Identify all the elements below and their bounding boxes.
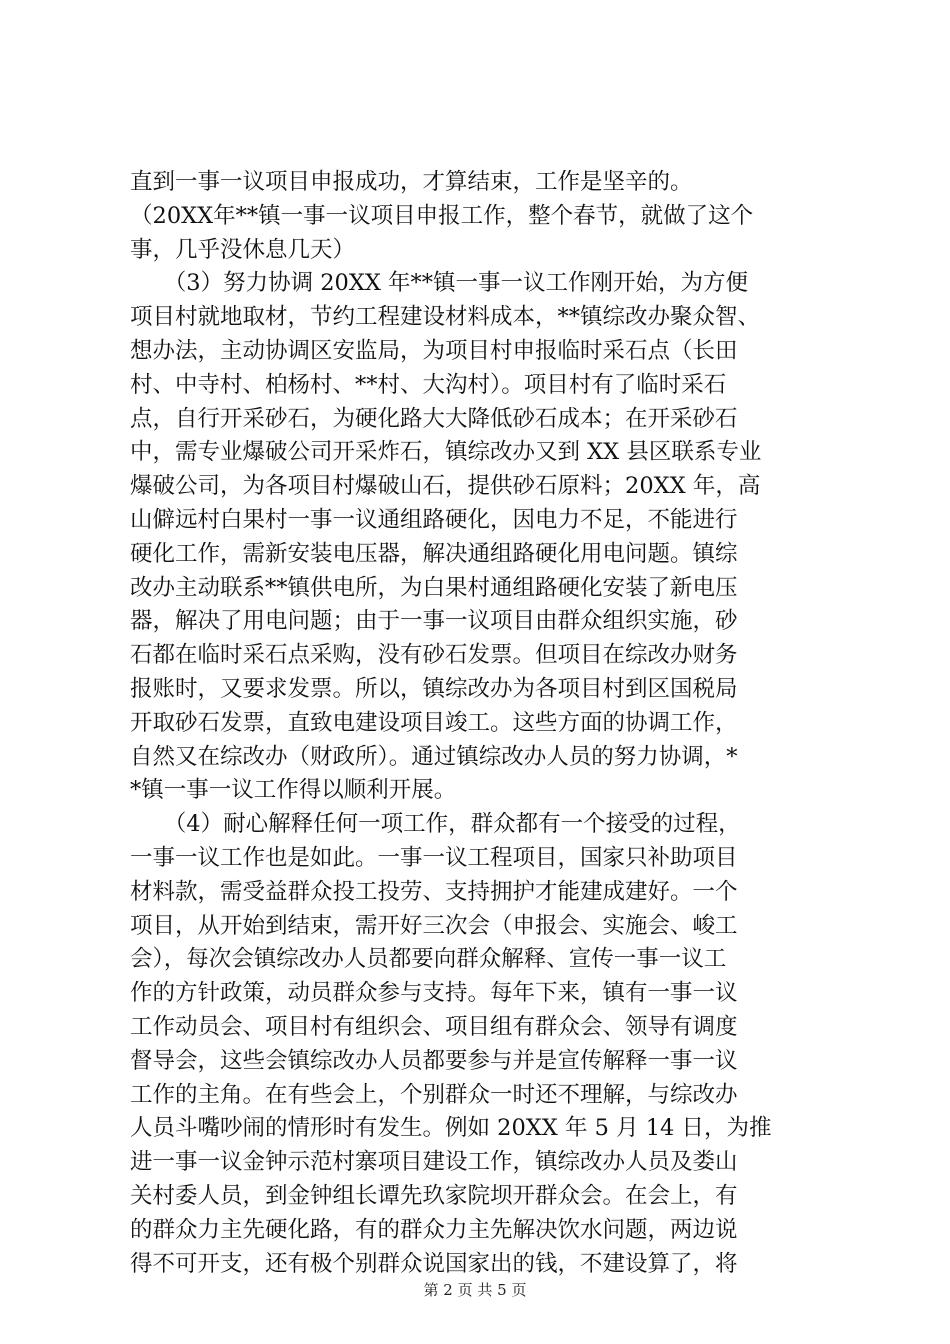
text-line: 项目村就地取材，节约工程建设材料成本，**镇综改办聚众智、 xyxy=(130,304,761,331)
text-line: 硬化工作，需新安装电压器，解决通组路硬化用电问题。镇综 xyxy=(130,540,738,567)
text-line: 人员斗嘴吵闹的情形时有发生。例如 20XX 年 5 月 14 日，为推 xyxy=(130,1115,772,1142)
text-line: 一事一议工作也是如此。一事一议工程项目，国家只补助项目 xyxy=(130,844,738,871)
text-line: 作的方针政策，动员群众参与支持。每年下来，镇有一事一议 xyxy=(130,980,738,1007)
page-number-label: 第 2 页 共 5 页 xyxy=(423,1281,527,1299)
text-line: 点，自行开采砂石，为硬化路大大降低砂石成本；在开采砂石 xyxy=(130,405,738,432)
text-line: （3）努力协调 20XX 年**镇一事一议工作刚开始，为方便 xyxy=(130,270,749,297)
text-line: 材料款，需受益群众投工投劳、支持拥护才能建成建好。一个 xyxy=(130,878,738,905)
text-line: 工作动员会、项目村有组织会、项目组有群众会、领导有调度 xyxy=(130,1013,738,1040)
text-line: 的群众力主先硬化路，有的群众力主先解决饮水问题，两边说 xyxy=(130,1216,738,1243)
text-line: （4）耐心解释任何一项工作，群众都有一个接受的过程， xyxy=(130,811,741,838)
body-text xyxy=(130,166,830,1281)
text-line: （20XX年**镇一事一议项目申报工作，整个春节，就做了这个 xyxy=(130,202,754,229)
text-line: 报账时，又要求发票。所以，镇综改办为各项目村到区国税局 xyxy=(130,675,738,702)
text-line: 事，几乎没休息几天） xyxy=(130,236,356,263)
text-line: 想办法，主动协调区安监局，为项目村申报临时采石点（长田 xyxy=(130,337,738,364)
text-line: 得不可开支，还有极个别群众说国家出的钱，不建设算了，将 xyxy=(130,1250,738,1277)
text-line: 村、中寺村、柏杨村、**村、大沟村）。项目村有了临时采石 xyxy=(130,371,727,398)
text-line: 会），每次会镇综改办人员都要向群众解释、宣传一事一议工 xyxy=(130,946,727,973)
text-line: 督导会，这些会镇综改办人员都要参与并是宣传解释一事一议 xyxy=(130,1047,738,1074)
text-line: 关村委人员，到金钟组长谭先玖家院坝开群众会。在会上，有 xyxy=(130,1182,738,1209)
text-line: 器，解决了用电问题；由于一事一议项目由群众组织实施，砂 xyxy=(130,608,738,635)
text-line: 进一事一议金钟示范村寨项目建设工作，镇综改办人员及娄山 xyxy=(130,1149,738,1176)
text-line: 工作的主角。在有些会上，个别群众一时还不理解，与综改办 xyxy=(130,1081,738,1108)
text-line: 直到一事一议项目申报成功，才算结束，工作是坚辛的。 xyxy=(130,169,693,195)
text-line: 项目，从开始到结束，需开好三次会（申报会、实施会、峻工 xyxy=(130,912,738,939)
text-line: *镇一事一议工作得以顺利开展。 xyxy=(130,777,457,804)
text-line: 开取砂石发票，直致电建设项目竣工。这些方面的协调工作， xyxy=(130,709,738,736)
page-footer xyxy=(0,1280,950,1300)
text-line: 山僻远村白果村一事一议通组路硬化，因电力不足，不能进行 xyxy=(130,506,738,533)
text-line: 中，需专业爆破公司开采炸石，镇综改办又到 XX 县区联系专业 xyxy=(130,439,762,466)
text-line: 自然又在综改办（财政所）。通过镇综改办人员的努力协调，* xyxy=(130,743,738,770)
text-line: 石都在临时采石点采购，没有砂石发票。但项目在综改办财务 xyxy=(130,642,738,669)
text-line: 爆破公司，为各项目村爆破山石，提供砂石原料；20XX 年，高 xyxy=(130,473,761,500)
text-line: 改办主动联系**镇供电所，为白果村通组路硬化安装了新电压 xyxy=(130,574,738,601)
